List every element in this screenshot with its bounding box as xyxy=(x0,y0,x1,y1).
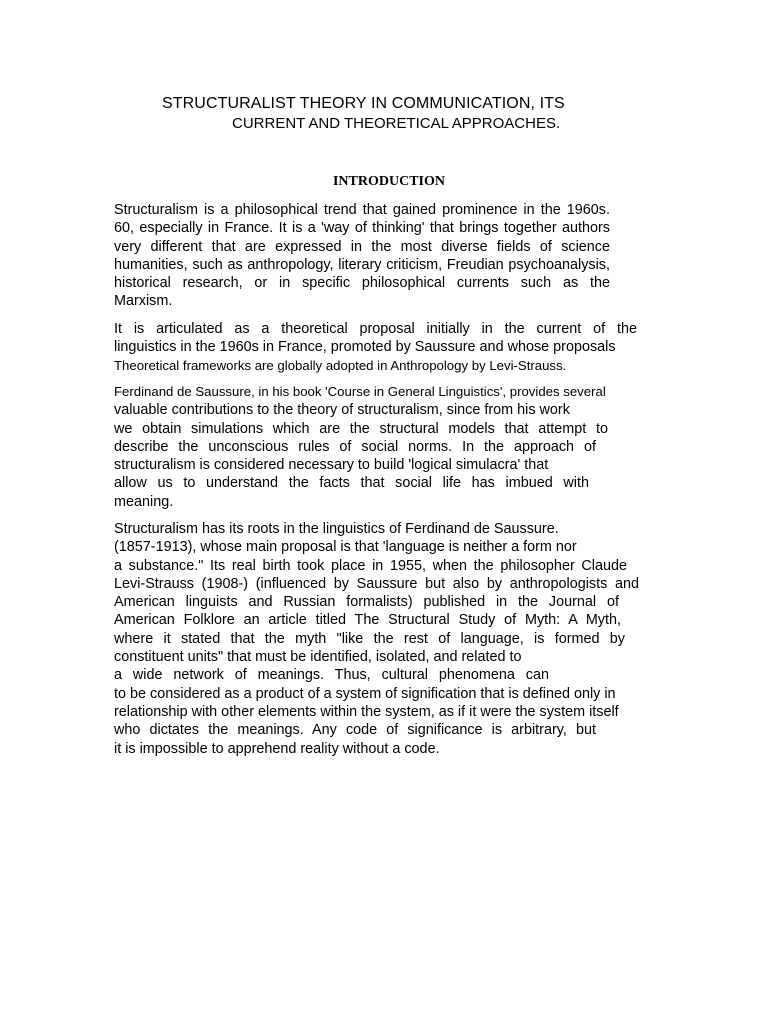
paragraph-line: American Folklore an article titled The Structural Study of Myth: A Myth, xyxy=(114,612,621,629)
paragraph-line: allow us to understand the facts that social life has imbued with xyxy=(114,475,589,492)
paragraph-line: relationship with other elements within the system, as if it were the system itself xyxy=(114,703,619,720)
paragraph-line: structuralism is considered necessary to build 'logical simulacra' that xyxy=(114,457,549,474)
paragraph-line: meaning. xyxy=(114,493,174,510)
paragraph-line: (1857-1913), whose main proposal is that 'language is neither a form nor xyxy=(114,539,577,556)
paragraph-line: describe the unconscious rules of social norms. In the approach of xyxy=(114,438,596,455)
paragraph-line: Structuralism is a philosophical trend that gained prominence in the 1960s. xyxy=(114,202,610,218)
paragraph-line: Marxism. xyxy=(114,293,173,310)
section-heading: INTRODUCTION xyxy=(332,174,445,189)
paragraph-line: a wide network of meanings. Thus, cultural phenomena can xyxy=(114,667,549,684)
paragraph-line: 60, especially in France. It is a 'way of thinking' that brings together authors xyxy=(114,220,610,237)
paragraph-line: Theoretical frameworks are globally adopted in Anthropology by Levi-Strauss. xyxy=(114,357,567,373)
paragraph-4 xyxy=(114,520,644,758)
paragraph-line: Ferdinand de Saussure, in his book 'Course in General Linguistics', provides several xyxy=(114,384,606,399)
paragraph-line: Structuralism has its roots in the linguistics of Ferdinand de Saussure. xyxy=(114,521,559,537)
paragraph-line: very different that are expressed in the most diverse fields of science xyxy=(114,238,610,255)
paragraph-line: Levi-Strauss (1908-) (influenced by Saussure but also by anthropologists and xyxy=(114,575,639,592)
paragraph-line: valuable contributions to the theory of structuralism, since from his work xyxy=(114,402,570,419)
title-line-1: STRUCTURALIST THEORY IN COMMUNICATION, ITS xyxy=(162,95,565,112)
paragraph-line: humanities, such as anthropology, literary criticism, Freudian psychoanalysis, xyxy=(114,256,610,273)
paragraph-3 xyxy=(114,383,660,511)
title-line-2: CURRENT AND THEORETICAL APPROACHES. xyxy=(232,115,561,132)
paragraph-line: where it stated that the myth "like the rest of language, is formed by xyxy=(114,630,625,647)
paragraph-2 xyxy=(114,320,637,375)
paragraph-line: it is impossible to apprehend reality without a code. xyxy=(114,740,440,757)
paragraph-line: constituent units" that must be identified, isolated, and related to xyxy=(114,649,522,666)
paragraph-line: who dictates the meanings. Any code of significance is arbitrary, but xyxy=(114,722,596,739)
paragraph-line: we obtain simulations which are the structural models that attempt to xyxy=(114,420,608,437)
paragraph-line: a substance." Its real birth took place in 1955, when the philosopher Claude xyxy=(114,557,627,574)
paragraph-line: American linguists and Russian formalists) published in the Journal of xyxy=(114,594,619,611)
paragraph-1 xyxy=(114,201,610,311)
paragraph-line: linguistics in the 1960s in France, promoted by Saussure and whose proposals xyxy=(114,339,616,356)
paragraph-line: historical research, or in specific philosophical currents such as the xyxy=(114,275,610,292)
paragraph-line: to be considered as a product of a system of signification that is defined only in xyxy=(114,685,616,702)
paragraph-line: It is articulated as a theoretical proposal initially in the current of the xyxy=(114,321,637,337)
